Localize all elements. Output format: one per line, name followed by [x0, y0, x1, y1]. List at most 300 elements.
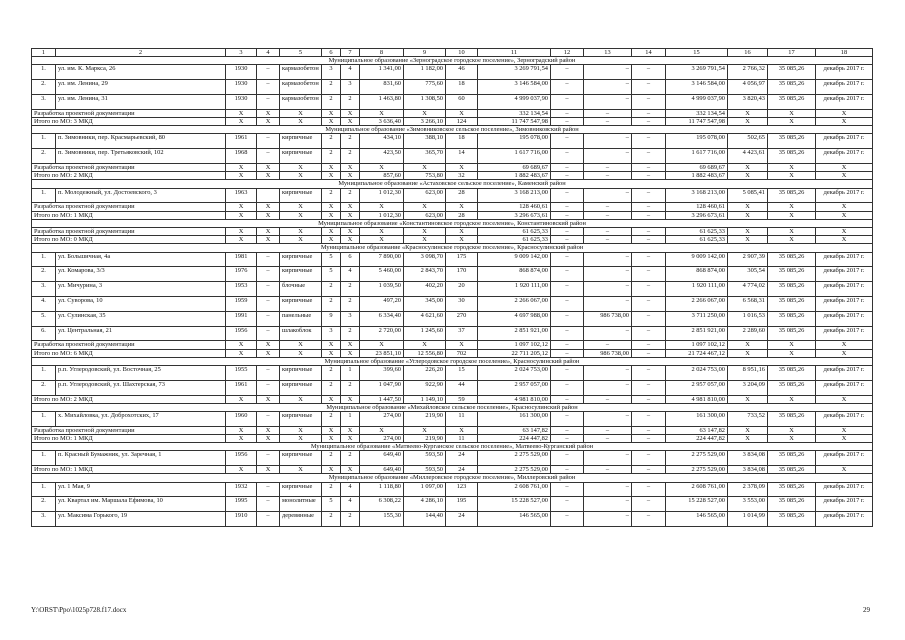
- table-cell: 63 147,82: [666, 426, 728, 434]
- table-row: [32, 252, 873, 267]
- table-cell: 1 882 483,67: [478, 172, 551, 180]
- table-cell: кармазобетон: [280, 65, 322, 80]
- table-cell: X: [280, 341, 322, 349]
- table-cell: 2: [341, 512, 360, 527]
- table-cell: 3 146 584,00: [478, 80, 551, 95]
- table-cell: X: [404, 236, 446, 244]
- table-cell: X: [768, 211, 816, 219]
- table-cell: X: [226, 118, 257, 126]
- table-cell: ул. им. Ленина, 31: [56, 95, 226, 110]
- table-cell: 4 999 037,90: [478, 95, 551, 110]
- table-cell: 35 085,26: [768, 366, 816, 381]
- table-cell: –: [584, 426, 632, 434]
- table-cell: 2: [56, 49, 226, 57]
- table-cell: X: [768, 118, 816, 126]
- table-cell: 175: [446, 252, 478, 267]
- table-cell: X: [446, 203, 478, 211]
- table-cell: 4.: [32, 297, 56, 312]
- table-cell: –: [257, 149, 280, 164]
- table-cell: –: [632, 466, 666, 474]
- table-cell: 22 711 205,12: [478, 349, 551, 357]
- table-cell: X: [257, 466, 280, 474]
- table-cell: X: [257, 118, 280, 126]
- file-path: Y:\ORST\Ppo\1025p728.f17.docx: [31, 606, 127, 614]
- table-cell: 11: [478, 49, 551, 57]
- table-cell: п. Зимовники, пер. Третьяковский, 102: [56, 149, 226, 164]
- table-cell: 1 617 716,00: [666, 149, 728, 164]
- table-cell: 35 085,26: [768, 282, 816, 297]
- table-cell: 28: [446, 188, 478, 203]
- table-cell: –: [584, 95, 632, 110]
- table-cell: –: [584, 188, 632, 203]
- table-row: [32, 512, 873, 527]
- table-cell: X: [404, 164, 446, 172]
- table-cell: 2.: [32, 380, 56, 395]
- table-cell: 2 024 753,00: [478, 366, 551, 381]
- table-cell: 922,90: [404, 380, 446, 395]
- table-cell: деревянные: [280, 512, 322, 527]
- table-cell: 1960: [226, 412, 257, 427]
- table-cell: 128 460,61: [666, 203, 728, 211]
- table-cell: 4 981 810,00: [666, 395, 728, 403]
- table-cell: 11 747 547,98: [666, 118, 728, 126]
- table-cell: X: [322, 466, 341, 474]
- table-cell: 9 009 142,00: [666, 252, 728, 267]
- table-cell: 1.: [32, 451, 56, 466]
- table-cell: 1.: [32, 252, 56, 267]
- table-cell: 3 834,08: [728, 451, 768, 466]
- table-cell: 2: [322, 149, 341, 164]
- table-cell: X: [728, 118, 768, 126]
- table-cell: 623,00: [404, 211, 446, 219]
- table-cell: 195: [446, 497, 478, 512]
- table-cell: 1 617 716,00: [478, 149, 551, 164]
- table-cell: 1 012,30: [360, 188, 404, 203]
- table-cell: X: [768, 341, 816, 349]
- table-cell: X: [226, 172, 257, 180]
- table-cell: 775,60: [404, 80, 446, 95]
- subtotal-row: [32, 203, 873, 211]
- table-cell: 868 874,00: [478, 267, 551, 282]
- table-cell: 2.: [32, 267, 56, 282]
- table-cell: 4 774,02: [728, 282, 768, 297]
- table-cell: X: [360, 228, 404, 236]
- table-cell: 63 147,82: [478, 426, 551, 434]
- table-cell: декабрь 2017 г.: [816, 267, 873, 282]
- table-cell: 30: [446, 297, 478, 312]
- section-heading-row: [32, 57, 873, 65]
- table-row: [32, 326, 873, 341]
- table-cell: 15: [666, 49, 728, 57]
- table-cell: 593,50: [404, 466, 446, 474]
- table-cell: X: [816, 349, 873, 357]
- table-cell: 1 447,50: [360, 395, 404, 403]
- table-cell: 399,60: [360, 366, 404, 381]
- table-cell: –: [257, 512, 280, 527]
- table-cell: 270: [446, 311, 478, 326]
- table-cell: –: [632, 349, 666, 357]
- table-cell: 1 920 111,00: [478, 282, 551, 297]
- table-cell: 35 085,26: [768, 451, 816, 466]
- table-cell: 5 085,41: [728, 188, 768, 203]
- table-cell: 59: [446, 395, 478, 403]
- table-cell: 161 300,00: [666, 412, 728, 427]
- table-cell: п. Молодежный, ул. Достоевского, 3: [56, 188, 226, 203]
- table-cell: 305,54: [728, 267, 768, 282]
- table-cell: X: [404, 109, 446, 117]
- table-cell: –: [257, 380, 280, 395]
- table-cell: X: [280, 203, 322, 211]
- table-cell: 2: [322, 380, 341, 395]
- table-cell: 35 085,26: [768, 311, 816, 326]
- table-cell: –: [551, 236, 584, 244]
- table-cell: –: [551, 109, 584, 117]
- table-cell: –: [551, 149, 584, 164]
- table-cell: Разработка проектной документации: [32, 164, 226, 172]
- table-cell: –: [257, 267, 280, 282]
- table-cell: X: [728, 211, 768, 219]
- table-cell: 502,65: [728, 134, 768, 149]
- table-cell: х. Михайловка, ул. Доброхотских, 17: [56, 412, 226, 427]
- table-cell: ул. Квартал им. Маршала Ефимова, 10: [56, 497, 226, 512]
- table-cell: –: [632, 412, 666, 427]
- table-cell: 146 565,00: [478, 512, 551, 527]
- table-cell: X: [728, 172, 768, 180]
- table-cell: декабрь 2017 г.: [816, 482, 873, 497]
- table-row: [32, 188, 873, 203]
- table-cell: 2 289,60: [728, 326, 768, 341]
- table-cell: 2: [341, 297, 360, 312]
- table-cell: 2: [322, 95, 341, 110]
- table-cell: 4: [341, 482, 360, 497]
- table-row: [32, 134, 873, 149]
- table-cell: 2: [322, 451, 341, 466]
- table-cell: X: [322, 349, 341, 357]
- table-cell: 219,90: [404, 412, 446, 427]
- table-cell: X: [280, 426, 322, 434]
- table-cell: X: [341, 228, 360, 236]
- subtotal-row: [32, 228, 873, 236]
- table-cell: 1 182,00: [404, 65, 446, 80]
- table-cell: 3: [226, 49, 257, 57]
- table-cell: 4: [341, 65, 360, 80]
- section-heading-row: [32, 443, 873, 451]
- table-cell: 12: [551, 49, 584, 57]
- table-cell: –: [551, 118, 584, 126]
- table-cell: X: [816, 466, 873, 474]
- table-cell: –: [551, 228, 584, 236]
- table-cell: 4 981 810,00: [478, 395, 551, 403]
- table-cell: 2 275 529,00: [478, 451, 551, 466]
- table-cell: X: [280, 228, 322, 236]
- table-cell: ул. Большичная, 4а: [56, 252, 226, 267]
- table-cell: –: [584, 172, 632, 180]
- subtotal-row: [32, 211, 873, 219]
- table-cell: 3.: [32, 282, 56, 297]
- table-cell: 2: [341, 282, 360, 297]
- table-cell: 1 097 102,12: [478, 341, 551, 349]
- table-cell: кирпичные: [280, 380, 322, 395]
- table-cell: 402,20: [404, 282, 446, 297]
- table-cell: –: [632, 451, 666, 466]
- table-cell: декабрь 2017 г.: [816, 149, 873, 164]
- table-cell: декабрь 2017 г.: [816, 95, 873, 110]
- table-cell: 1930: [226, 65, 257, 80]
- table-cell: 1 245,60: [404, 326, 446, 341]
- table-cell: –: [584, 65, 632, 80]
- table-cell: 16: [728, 49, 768, 57]
- table-cell: 1 039,50: [360, 282, 404, 297]
- table-cell: 3: [341, 311, 360, 326]
- table-cell: 35 085,26: [768, 65, 816, 80]
- table-cell: X: [257, 228, 280, 236]
- table-cell: Муниципальное образование «Зерноградское городское поселение», Зерноградский район: [32, 57, 873, 65]
- table-row: [32, 380, 873, 395]
- table-cell: –: [632, 297, 666, 312]
- table-cell: 18: [446, 134, 478, 149]
- table-cell: 2 378,09: [728, 482, 768, 497]
- table-cell: Итого по МО: 0 МКД: [32, 236, 226, 244]
- table-cell: 2 851 921,00: [666, 326, 728, 341]
- table-cell: 3 168 213,00: [478, 188, 551, 203]
- table-cell: 2: [341, 188, 360, 203]
- table-cell: –: [257, 282, 280, 297]
- table-cell: Итого по МО: 3 МКД: [32, 118, 226, 126]
- subtotal-row: [32, 341, 873, 349]
- table-cell: –: [257, 366, 280, 381]
- table-cell: X: [341, 109, 360, 117]
- table-cell: 35 085,26: [768, 267, 816, 282]
- table-cell: 69 689,67: [478, 164, 551, 172]
- table-cell: –: [584, 267, 632, 282]
- table-cell: –: [257, 497, 280, 512]
- table-cell: 857,60: [360, 172, 404, 180]
- table-cell: 2 957 057,00: [666, 380, 728, 395]
- table-cell: 2: [322, 134, 341, 149]
- table-cell: 35 085,26: [768, 380, 816, 395]
- table-cell: Итого по МО: 2 МКД: [32, 172, 226, 180]
- table-cell: –: [551, 134, 584, 149]
- table-cell: X: [768, 164, 816, 172]
- table-cell: X: [768, 109, 816, 117]
- table-cell: 1: [341, 366, 360, 381]
- table-cell: X: [322, 426, 341, 434]
- table-cell: 226,20: [404, 366, 446, 381]
- table-cell: X: [341, 426, 360, 434]
- table-cell: X: [360, 164, 404, 172]
- table-cell: 2: [322, 188, 341, 203]
- table-cell: 3 098,70: [404, 252, 446, 267]
- table-cell: 2 608 761,00: [666, 482, 728, 497]
- table-row: [32, 95, 873, 110]
- table-cell: X: [280, 172, 322, 180]
- table-cell: X: [322, 203, 341, 211]
- table-cell: 144,40: [404, 512, 446, 527]
- table-cell: п. Зимовники, пер. Красмарьевский, 80: [56, 134, 226, 149]
- table-cell: 24: [446, 512, 478, 527]
- table-cell: 3.: [32, 95, 56, 110]
- table-cell: 2: [341, 95, 360, 110]
- table-cell: 1.: [32, 482, 56, 497]
- table-cell: 2 275 529,00: [666, 466, 728, 474]
- table-cell: –: [584, 164, 632, 172]
- table-cell: декабрь 2017 г.: [816, 412, 873, 427]
- table-cell: X: [322, 435, 341, 443]
- table-cell: 1991: [226, 311, 257, 326]
- table-cell: –: [257, 326, 280, 341]
- table-cell: кирпичные: [280, 188, 322, 203]
- table-cell: X: [280, 236, 322, 244]
- table-cell: X: [322, 172, 341, 180]
- table-cell: 7 890,00: [360, 252, 404, 267]
- table-cell: X: [360, 341, 404, 349]
- table-cell: –: [551, 252, 584, 267]
- table-cell: 35 085,26: [768, 297, 816, 312]
- table-cell: Итого по МО: 1 МКД: [32, 211, 226, 219]
- table-cell: 3 269 791,54: [478, 65, 551, 80]
- table-cell: декабрь 2017 г.: [816, 252, 873, 267]
- table-cell: X: [446, 236, 478, 244]
- table-cell: 11: [446, 412, 478, 427]
- table-cell: декабрь 2017 г.: [816, 134, 873, 149]
- table-row: [32, 311, 873, 326]
- table-cell: декабрь 2017 г.: [816, 65, 873, 80]
- table-cell: 423,50: [360, 149, 404, 164]
- table-cell: Муниципальное образование «Углеродовское городское поселение», Красносулинский район: [32, 357, 873, 365]
- table-cell: 32: [446, 172, 478, 180]
- table-cell: X: [816, 228, 873, 236]
- table-cell: 1 149,10: [404, 395, 446, 403]
- table-cell: X: [768, 435, 816, 443]
- table-cell: 146 565,00: [666, 512, 728, 527]
- table-cell: 9 009 142,00: [478, 252, 551, 267]
- table-cell: 219,90: [404, 435, 446, 443]
- table-cell: 332 134,54: [666, 109, 728, 117]
- table-cell: –: [632, 426, 666, 434]
- table-cell: 2: [341, 149, 360, 164]
- table-cell: 4 999 037,90: [666, 95, 728, 110]
- table-cell: 434,10: [360, 134, 404, 149]
- table-cell: –: [584, 252, 632, 267]
- table-cell: 868 874,00: [666, 267, 728, 282]
- table-cell: 1 920 111,00: [666, 282, 728, 297]
- table-cell: 224 447,82: [666, 435, 728, 443]
- table-cell: 2 851 921,00: [478, 326, 551, 341]
- table-cell: 3 834,08: [728, 466, 768, 474]
- table-cell: –: [632, 228, 666, 236]
- table-cell: –: [632, 512, 666, 527]
- table-cell: 1959: [226, 297, 257, 312]
- table-cell: 986 738,00: [584, 311, 632, 326]
- subtotal-row: [32, 109, 873, 117]
- table-cell: X: [341, 341, 360, 349]
- table-cell: X: [816, 395, 873, 403]
- table-cell: –: [584, 512, 632, 527]
- table-cell: X: [322, 211, 341, 219]
- table-cell: 1910: [226, 512, 257, 527]
- table-cell: 170: [446, 267, 478, 282]
- table-cell: –: [584, 297, 632, 312]
- table-cell: 388,10: [404, 134, 446, 149]
- table-cell: –: [632, 188, 666, 203]
- table-cell: 5: [322, 497, 341, 512]
- table-cell: 1932: [226, 482, 257, 497]
- table-cell: X: [816, 236, 873, 244]
- table-cell: X: [341, 172, 360, 180]
- table-cell: 5: [280, 49, 322, 57]
- table-cell: 1955: [226, 366, 257, 381]
- table-cell: 2.: [32, 80, 56, 95]
- table-cell: –: [257, 65, 280, 80]
- subtotal-row: [32, 435, 873, 443]
- table-cell: –: [584, 466, 632, 474]
- table-cell: 1995: [226, 497, 257, 512]
- table-cell: X: [404, 341, 446, 349]
- table-cell: –: [584, 203, 632, 211]
- table-cell: –: [584, 228, 632, 236]
- table-cell: 35 085,26: [768, 497, 816, 512]
- table-cell: X: [816, 211, 873, 219]
- table-row: [32, 80, 873, 95]
- table-cell: 35 085,26: [768, 149, 816, 164]
- table-cell: X: [257, 211, 280, 219]
- table-cell: –: [584, 236, 632, 244]
- table-cell: X: [360, 203, 404, 211]
- table-cell: Итого по МО: 1 МКД: [32, 466, 226, 474]
- table-cell: ул. 1 Мая, 9: [56, 482, 226, 497]
- table-cell: 1981: [226, 252, 257, 267]
- table-cell: 3 296 673,61: [478, 211, 551, 219]
- table-cell: 2: [322, 80, 341, 95]
- table-cell: X: [768, 203, 816, 211]
- table-cell: декабрь 2017 г.: [816, 380, 873, 395]
- table-cell: X: [226, 426, 257, 434]
- table-cell: 18: [446, 80, 478, 95]
- table-cell: –: [584, 341, 632, 349]
- table-cell: –: [551, 395, 584, 403]
- table-cell: X: [226, 236, 257, 244]
- section-heading-row: [32, 403, 873, 411]
- table-cell: 2 266 067,00: [666, 297, 728, 312]
- table-cell: X: [341, 395, 360, 403]
- table-cell: 4: [341, 267, 360, 282]
- table-cell: ул. Комарова, 3/3: [56, 267, 226, 282]
- table-cell: кирпичные: [280, 366, 322, 381]
- table-cell: 35 085,26: [768, 188, 816, 203]
- table-cell: 6: [341, 252, 360, 267]
- table-cell: 2 275 529,00: [666, 451, 728, 466]
- table-cell: 1: [341, 412, 360, 427]
- table-cell: X: [728, 164, 768, 172]
- table-cell: –: [257, 482, 280, 497]
- table-row: [32, 497, 873, 512]
- table-cell: ул. Мичурина, 3: [56, 282, 226, 297]
- table-cell: X: [341, 349, 360, 357]
- table-cell: блочные: [280, 282, 322, 297]
- table-cell: 1 047,90: [360, 380, 404, 395]
- table-cell: кирпичные: [280, 134, 322, 149]
- table-cell: –: [632, 95, 666, 110]
- table-cell: 3 168 213,00: [666, 188, 728, 203]
- table-cell: 623,00: [404, 188, 446, 203]
- table-cell: –: [551, 188, 584, 203]
- table-cell: ул. им. К. Маркса, 26: [56, 65, 226, 80]
- table-cell: 2: [322, 482, 341, 497]
- table-cell: 497,20: [360, 297, 404, 312]
- table-cell: X: [257, 203, 280, 211]
- subtotal-row: [32, 118, 873, 126]
- table-cell: 11 747 547,98: [478, 118, 551, 126]
